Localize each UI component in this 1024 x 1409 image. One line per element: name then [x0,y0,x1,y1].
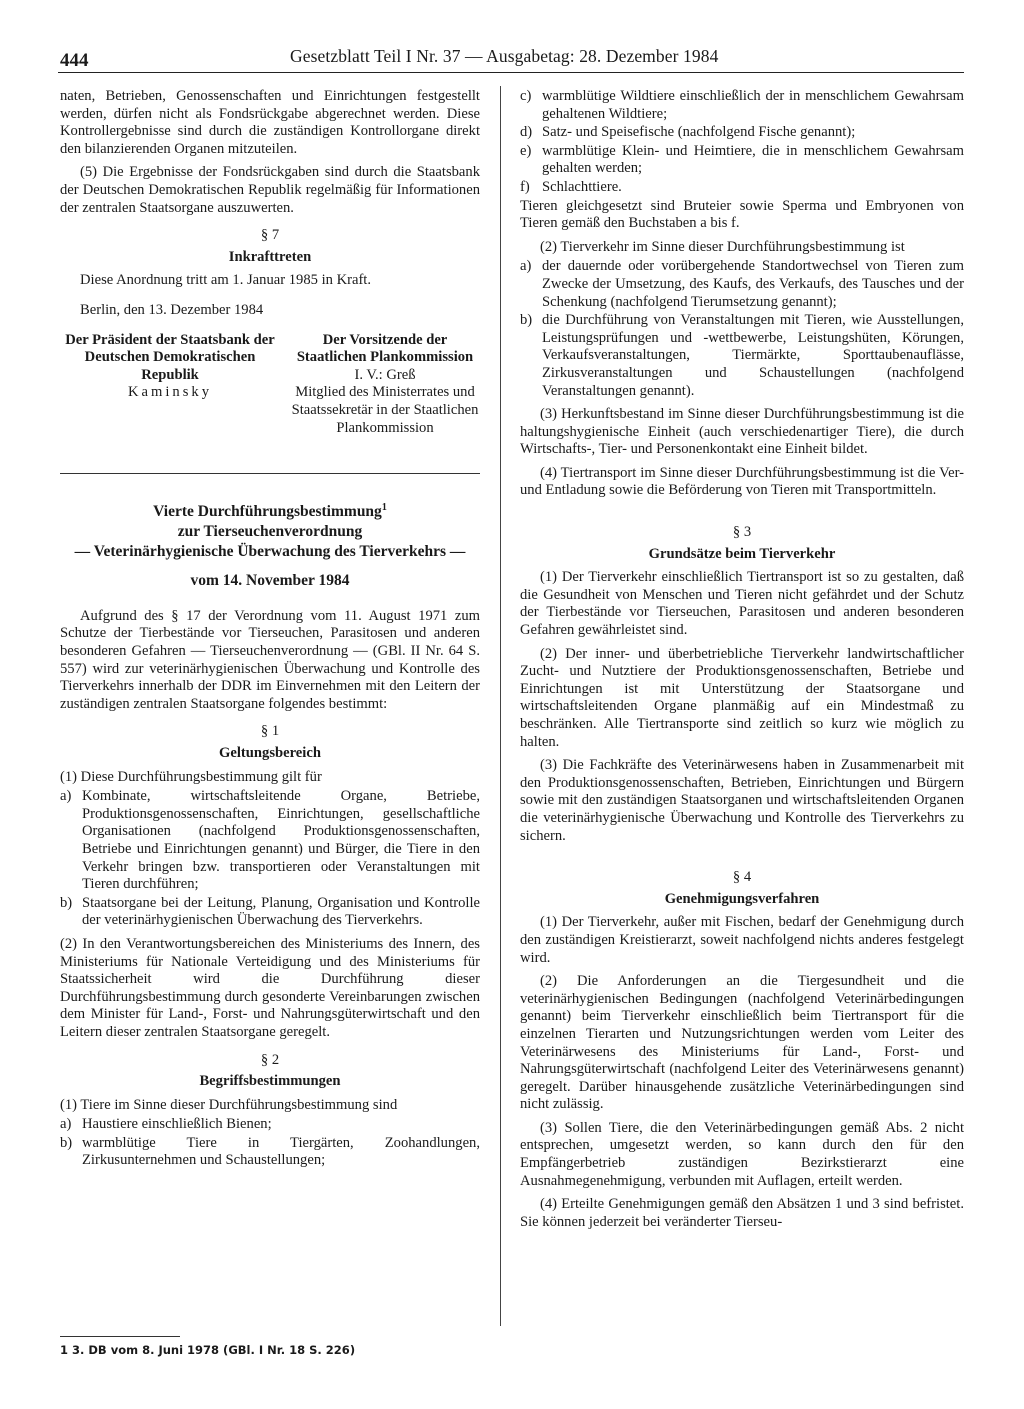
section-2-number: § 2 [260,1051,280,1068]
section-2-para-2: (2) Tierverkehr im Sinne dieser Durchführungsbestimmung ist [540,238,905,255]
list-item [520,179,964,197]
section-4-para-2: (2) Die Anforderungen an die Tiergesundheit und die veterinärhygienischen Bedingungen (nachfolgend Veterinärbedingungen genannt) beim Tierverkehr einschließlich beim Tiertransport für die einzelnen Tierarten und Nutzungsrichtungen werden vom Leiter des Veterinärwesens des Ministeriums für Land-, Forst- und Nahrungsgüterwirtschaft (nachfolgend Leiter des Veterinärwesens genannt) geregelt. Darüber hinausgehende zusätzliche Veterinärbedingungen sind nicht zulässig. [520,973,964,1113]
signature-right-title: Der Vorsitzende der Staatlichen Plankommission [296,331,474,366]
section-1-title: Geltungsbereich [219,745,321,761]
list-item-text: Satz- und Speisefische (nachfolgend Fische genannt); [542,124,856,141]
list-item-text: die Durchführung von Veranstaltungen mit Tieren, wie Ausstellungen, Leistungsprüfungen und -wettbewerbe, Leistungshüten, Körungen, Verkaufsveranstaltungen, Tiermärkte, Sporttaubenauflässe, Zirkusveranstaltungen und Schaustellungen (nachfolgend Veranstaltungen genannt). [542,312,964,399]
list-item-text: warmblütige Klein- und Heimtiere, die in menschlichem Gewahrsam gehalten werden; [542,142,964,177]
header-rule [58,72,964,73]
list-item-label: f) [520,178,530,195]
preamble: Aufgrund des § 17 der Verordnung vom 11. August 1971 zum Schutze der Tierbestände vor Tierseuchen, Parasitosen und anderen besonderen Gefahren — Tierseuchenverordnung — (GBl. II Nr. 64 S. 557) wird zur veterinärhygienischen Überwachung und Kontrolle des Tierverkehrs innerhalb der DDR im Einvernehmen mit den Leitern der zuständigen zentralen Staatsorgane folgendes bestimmt: [60,607,480,712]
section-1-para-1: (1) Diese Durchführungsbestimmung gilt für [60,768,322,785]
section-4-para-1: (1) Der Tierverkehr, außer mit Fischen, bedarf der Genehmigung durch den zuständigen Kreistierarzt, soweit nachfolgend nichts anderes festgelegt wird. [520,914,964,966]
list-item-label: b) [60,894,73,911]
footnote: 1 3. DB vom 8. Juni 1978 (GBl. I Nr. 18 S. 226) [60,1343,356,1357]
signature-right [290,332,480,438]
section-3-para-2: (2) Der inner- und überbetriebliche Tierverkehr landwirtschaftlicher Zucht- und Nutztiere der Produktionsgenossenschaften, Betriebe und Einrichtungen ist mit Unterstützung der Staatsorgane und wirtschaftsleitenden Organe planmäßig auf ein Mindestmaß zu beschränken. Alle Tiertransporte sind zeitlich so kurz wie möglich zu halten. [520,645,964,750]
list-item-text: Kombinate, wirtschaftsleitende Organe, Betriebe, Produktionsgenossenschaften, Einrichtungen, gesellschaftliche Organisationen (nachfolgend Produktionsgenossenschaften, Betriebe und Einrichtungen genannt) und Bürger, die Tiere in den Verkehr bringen bzw. transportieren oder Veranstaltungen mit Tieren durchführen; [82,788,480,893]
list-item [520,258,964,311]
section-4-para-4: (4) Erteilte Genehmigungen gemäß den Absätzen 1 und 3 sind befristet. Sie können jederzeit bei veränderter Tierseu- [520,1196,964,1230]
list-item [520,143,964,178]
equivalence-note: Tieren gleichgesetzt sind Bruteier sowie Sperma und Embryonen von Tieren gemäß den Buchstaben a bis f. [520,197,964,232]
list-item-label: b) [60,1134,73,1151]
list-item-label: a) [60,1116,72,1133]
footnote-rule [60,1336,180,1337]
decree-title [60,498,480,562]
list-item [520,88,964,123]
footnote-mark: 1 [381,502,387,514]
decree-title-line-2: zur Tierseuchenverordnung [177,523,363,541]
column-rule [500,86,501,1326]
section-7-title: Inkrafttreten [228,248,312,265]
list-item-text: Staatsorgane bei der Leitung, Planung, Organisation und Kontrolle der veterinärhygienischen Überwachung des Tierverkehrs. [82,894,480,929]
list-item-label: a) [520,258,532,275]
list-item [60,1116,480,1134]
section-4-para-3: (3) Sollen Tiere, die den Veterinärbedingungen gemäß Abs. 2 nicht entsprechen, umgesetzt werden, so kann durch den für den Empfängerbetrieb zuständigen Bezirkstierarzt eine Ausnahmegenehmigung, verbunden mit Auflagen, erteilt werden. [520,1119,964,1189]
list-item-text: der dauernde oder vorübergehende Standortwechsel von Tieren zum Zwecke der Umsetzung, des Kaufs, des Verkaufs, des Tausches und der Schenkung (nachfolgend Tierumsetzung genannt); [542,258,964,310]
right-column [520,88,964,1237]
section-2-para-1: (1) Tiere im Sinne dieser Durchführungsbestimmung sind [60,1096,398,1113]
section-3-para-1: (1) Der Tierverkehr einschließlich Tiertransport ist so zu gestalten, daß die Gesundheit von Menschen und Tieren nicht gefährdet und der Schutz der Tierbestände vor Tierseuchen, Parasitosen und anderen besonderen Gefahren gewährleistet sind. [520,569,964,639]
section-1-number: § 1 [260,723,280,740]
decree-date: vom 14. November 1984 [190,572,350,590]
list-item [60,1135,480,1170]
intro-paragraph: naten, Betrieben, Genossenschaften und Einrichtungen festgestellt werden, dürfen nicht als Fondsrückgabe abgerechnet werden. Diese Kontrollergebnisse sind durch die zuständigen Kontrollorgane direkt den bilanzierenden Organen mitzuteilen. [60,88,480,157]
signature-left-title: Der Präsident der Staatsbank der Deutschen Demokratischen Republik [65,331,275,383]
list-item [520,124,964,142]
section-3-para-3: (3) Die Fachkräfte des Veterinärwesens haben in Zusammenarbeit mit den Produktionsgenossenschaften, Betrieben, Einrichtungen und Bürgern sowie mit den zuständigen Staatsorganen und wirtschaftsleitenden Organen die veterinärhygienische Überwachung und Kontrolle des Tierverkehrs zu sichern. [520,757,964,844]
signature-right-role: Mitglied des Ministerrates und Staatssekretär in der Staatlichen Plankommission [291,384,479,436]
section-2-para-4: (4) Tiertransport im Sinne dieser Durchführungsbestimmung ist die Ver- und Entladung sowie die Beförderung von Tieren mit Transportmitteln. [520,464,964,499]
list-item-text: Schlachttiere. [542,178,622,195]
signature-block [60,332,480,438]
decree-title-line-1: Vierte Durchführungsbestimmung [153,503,382,521]
section-4-title: Genehmigungsverfahren [664,890,820,907]
place-date: Berlin, den 13. Dezember 1984 [80,301,264,318]
signature-left-name: Kaminsky [128,384,212,401]
left-column [60,88,480,1171]
section-1-para-2: (2) In den Verantwortungsbereichen des Ministeriums des Innern, des Ministeriums für Nationale Verteidigung und des Ministeriums für Staatssicherheit wird die Durchführung dieser Durchführungsbestimmung durch gesonderte Vereinbarungen zwischen dem Minister für Land-, Forst- und Nahrungsgüterwirtschaft und den Leitern dieser zentralen Staatsorgane geregelt. [60,935,480,1040]
list-item-label: a) [60,788,72,805]
section-3-title: Grundsätze beim Tierverkehr [648,545,836,562]
section-4-number: § 4 [732,869,752,886]
list-item-label: b) [520,312,533,329]
section-7-text: Diese Anordnung tritt am 1. Januar 1985 in Kraft. [80,272,372,289]
list-item-label: c) [520,88,532,104]
signature-right-name: I. V.: Greß [354,366,416,383]
list-item-label: d) [520,124,533,141]
list-item-text: Haustiere einschließlich Bienen; [82,1116,272,1133]
list-item [60,895,480,930]
section-divider [60,473,480,474]
list-item-label: e) [520,142,532,159]
section-2-title: Begriffsbestimmungen [199,1073,341,1090]
list-item [60,788,480,894]
signature-left [60,332,280,438]
section-7-number: § 7 [260,227,280,244]
page-header-title: Gesetzblatt Teil I Nr. 37 — Ausgabetag: 28. Dezember 1984 [290,46,719,66]
decree-title-line-3: — Veterinärhygienische Überwachung des Tierverkehrs — [74,543,466,561]
list-item-text: warmblütige Tiere in Tiergärten, Zoohandlungen, Zirkusunternehmen und Schaustellungen; [82,1134,480,1169]
list-item-text: warmblütige Wildtiere einschließlich der in menschlichem Gewahrsam gehaltenen Wildtiere; [542,88,964,122]
paragraph-5: (5) Die Ergebnisse der Fondsrückgaben sind durch die Staatsbank der Deutschen Demokratischen Republik regelmäßig für Informationen der zentralen Staatsorgane auszuwerten. [60,164,480,216]
section-3-number: § 3 [732,524,752,541]
page-number: 444 [60,50,89,71]
section-2-para-3: (3) Herkunftsbestand im Sinne dieser Durchführungsbestimmung ist die haltungshygienische Einheit (auch verschiedenartiger Tiere), die durch Wirtschafts-, Tier- und Personenkontakt eine Einheit bildet. [520,406,964,458]
list-item [520,312,964,400]
